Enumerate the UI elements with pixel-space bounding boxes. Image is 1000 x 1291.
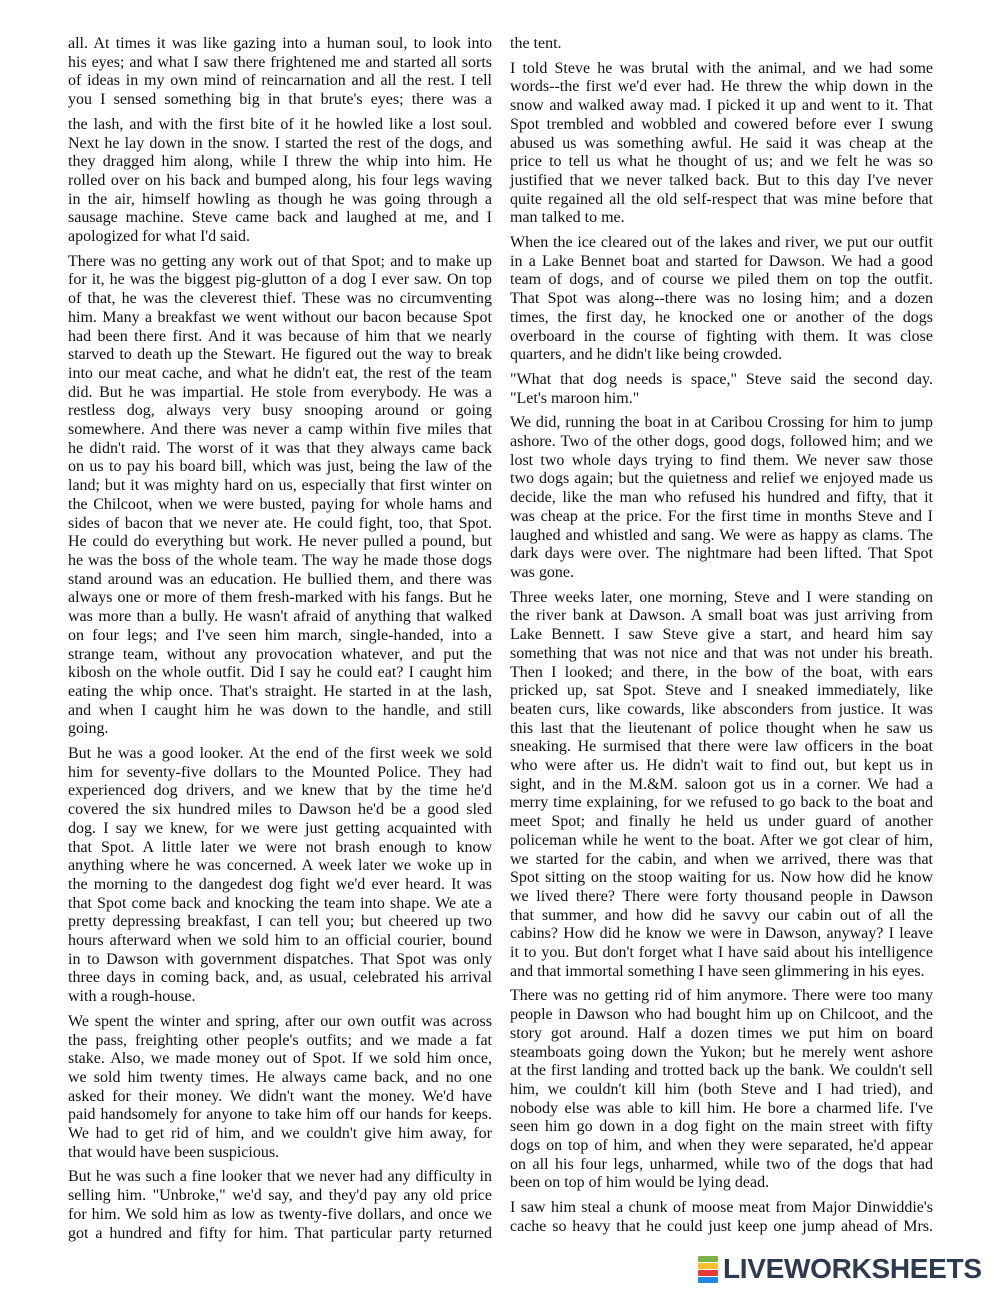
text-line: hours afterward when we sold him to an official courier, bound: [68, 932, 492, 950]
text-line: He could do everything but work. He never pulled a pound, but: [68, 533, 492, 551]
text-line: Spot trembled and wobbled and cowered before ever I swung: [510, 115, 933, 133]
text-line: land; but it was mighty hard on us, especially that first winter on: [68, 477, 492, 495]
paragraph: [510, 1199, 933, 1236]
text-line: and that immortal something I have seen glimmering in his eyes.: [510, 962, 925, 980]
text-line: That Spot was along--there was no losing him; and a dozen: [510, 290, 933, 308]
text-line: restless dog, always very busy snooping around or going: [68, 402, 492, 420]
text-line: I told Steve he was brutal with the animal, and we had some: [510, 59, 933, 77]
text-line: his eyes; and what I saw there frightened me and started all sorts: [68, 53, 492, 71]
text-line: dogs on top of him, and when they were separated, he'd appear: [510, 1137, 933, 1155]
text-line: dark days were over. The nightmare had been lifted. That Spot: [510, 545, 933, 563]
text-line: with a rough-house.: [68, 988, 196, 1006]
text-line: We spent the winter and spring, after our own outfit was across: [68, 1012, 492, 1030]
logo-tile: [698, 1270, 718, 1276]
text-line: we lived there? There were forty thousand people in Dawson: [510, 887, 933, 905]
paragraph: [510, 35, 933, 54]
paragraph: [510, 987, 933, 1193]
text-line: There was no getting rid of him anymore. There were too many: [510, 987, 933, 1005]
text-line: for it, he was the biggest pig-glutton of a dog I ever saw. On top: [68, 271, 492, 289]
text-line: he was the boss of the whole team. The way he made those dogs: [68, 551, 492, 569]
text-line: covered the six hundred miles to Dawson he'd be a good sled: [68, 801, 492, 819]
text-line: justified that we never talked back. But to this day I've never: [510, 171, 933, 189]
text-line: for him. We sold him as low as twenty-five dollars, and once we: [68, 1205, 492, 1223]
text-line: selling him. "Unbroke," we'd say, and they'd pay any old price: [68, 1187, 492, 1205]
logo-tile: [698, 1263, 718, 1269]
paragraph: [68, 745, 492, 1007]
text-line: Three weeks later, one morning, Steve and I were standing on: [510, 588, 933, 606]
text-line: got a hundred and fifty for him. That particular party returned: [68, 1224, 492, 1242]
text-line: you I sensed something big in that brute's eyes; there was a: [68, 91, 492, 109]
text-line: the pass, freighting other people's outfits; and we made a fat: [68, 1031, 492, 1049]
text-line: But he was a good looker. At the end of the first week we sold: [68, 745, 492, 763]
text-line: him. Many a breakfast we went without our bacon because Spot: [68, 308, 492, 326]
text-line: We did, running the boat in at Caribou Crossing for him to jump: [510, 414, 933, 432]
text-line: cabins? How did he know we were in Dawson, anyway? I leave: [510, 925, 933, 943]
text-line: stand around was an education. He bullied them, and there was: [68, 570, 492, 588]
text-line: he didn't raid. The worst of it was that they always came back: [68, 439, 492, 457]
paragraph: [68, 35, 492, 110]
text-line: of that, he was the cleverest thief. These was no circumventing: [68, 290, 492, 308]
text-line: Spot sitting on the stoop waiting for us. Now how did he know: [510, 869, 933, 887]
text-line: sight, and in the M.&M. saloon got us in a corner. We had a: [510, 775, 933, 793]
logo-tile: [698, 1277, 718, 1283]
text-line: him, we couldn't kill him (both Steve and I had tried), and: [510, 1080, 933, 1098]
text-line: of ideas in my own mind of reincarnation and all the rest. I tell: [68, 72, 492, 90]
text-line: price to tell us what he thought of us; and we felt he was so: [510, 153, 933, 171]
text-line: somewhere. And there was never a camp within five miles that: [68, 421, 492, 439]
text-line: beaten curs, like cowards, like absconders from justice. It was: [510, 700, 933, 718]
text-line: snow and walked away mad. I picked it up and went to it. That: [510, 97, 933, 115]
text-line: "What that dog needs is space," Steve said the second day.: [510, 370, 933, 388]
text-line: two dogs again; but the quietness and relief we enjoyed made us: [510, 470, 933, 488]
text-line: been on top of him would be lying dead.: [510, 1174, 770, 1192]
text-line: words--the first we'd ever had. He threw the whip down in the: [510, 78, 933, 96]
text-line: There was no getting any work out of that Spot; and to make up: [68, 252, 492, 270]
text-line: we started for the cabin, and when we arrived, there was that: [510, 850, 933, 868]
text-line: asked for their money. We didn't want the money. We'd have: [68, 1087, 492, 1105]
text-line: story got around. Half a dozen times we put him on board: [510, 1024, 933, 1042]
left-column: [68, 35, 492, 1249]
text-line: was cheap at the price. For the first time in months Steve and I: [510, 507, 933, 525]
text-line: pretty depressing breakfast, I can tell you; but cheered up two: [68, 913, 492, 931]
text-line: sneaking. He surmised that there were law officers in the boat: [510, 738, 933, 756]
paragraph: [68, 1168, 492, 1243]
text-line: paid handsomely for anyone to take him off our hands for keeps.: [68, 1106, 492, 1124]
text-line: that Spot. A little later we were not brash enough to know: [68, 838, 492, 856]
text-line: Lake Bennett. I saw Steve give a start, and heard him say: [510, 626, 933, 644]
text-line: steamboats going down the Yukon; but he merely went ashore: [510, 1043, 933, 1061]
text-line: sausage machine. Steve came back and laughed at me, and I: [68, 209, 492, 227]
text-line: this last that the lieutenant of police thought when he saw us: [510, 719, 933, 737]
text-line: nobody else was able to kill him. He bore a charmed life. I've: [510, 1099, 933, 1117]
text-line: policeman while he went to the boat. After we got clear of him,: [510, 831, 933, 849]
text-line: laughed and whistled and sang. We were as happy as clams. The: [510, 526, 933, 544]
text-line: on all his four legs, unharmed, while two of the dogs that had: [510, 1155, 933, 1173]
text-line: man talked to me.: [510, 209, 625, 227]
text-line: overboard in the course of fighting with them. It was close: [510, 327, 933, 345]
text-line: three days in coming back, and, as usual, celebrated his arrival: [68, 969, 492, 987]
text-line: people in Dawson who had bought him up on Chilcoot, and the: [510, 1006, 933, 1024]
text-line: team of dogs, and of course we piled them on top the outfit.: [510, 271, 933, 289]
liveworksheets-logo: [698, 1254, 982, 1284]
text-line: in to Dawson with government dispatches. That Spot was only: [68, 950, 492, 968]
text-line: eating the whip once. That's straight. He started in at the lash,: [68, 682, 492, 700]
text-line: decide, like the man who refused his hundred and fifty, that it: [510, 489, 933, 507]
text-line: seen him go down in a dog fight on the main street with fifty: [510, 1118, 933, 1136]
logo-wordmark: LIVEWORKSHEETS: [723, 1253, 982, 1284]
text-line: at the first landing and trotted back up the bank. We couldn't sell: [510, 1062, 933, 1080]
text-line: ashore. Two of the other dogs, good dogs, followed him; and we: [510, 433, 933, 451]
text-line: the lash, and with the first bite of it he howled like a lost soul.: [68, 115, 492, 133]
text-line: was more than a bully. He wasn't afraid of anything that walked: [68, 608, 492, 626]
text-line: dog. I say we knew, for we were just getting acquainted with: [68, 819, 492, 837]
text-line: Next he lay down in the snow. I started the rest of the dogs, and: [68, 134, 492, 152]
text-line: abused us was something awful. He said it was cheap at the: [510, 134, 933, 152]
text-line: "Let's maroon him.": [510, 389, 640, 407]
text-line: and when I caught him he was down to the handle, and still: [68, 701, 492, 719]
text-line: was gone.: [510, 563, 574, 581]
text-line: we sold him twenty times. He always came back, and no one: [68, 1068, 492, 1086]
text-line: stake. Also, we made money out of Spot. If we sold him once,: [68, 1050, 492, 1068]
text-line: anything where he was concerned. A week later we woke up in: [68, 857, 492, 875]
text-line: that summer, and how did he savvy our cabin out of all the: [510, 906, 933, 924]
text-line: something that was not nice and that was not under his breath.: [510, 644, 933, 662]
text-line: I saw him steal a chunk of moose meat from Major Dinwiddie's: [510, 1199, 933, 1217]
text-line: going.: [68, 720, 109, 738]
text-line: on us to pay his board bill, which was just, being the law of the: [68, 458, 492, 476]
text-line: quarters, and he didn't like being crowded.: [510, 346, 783, 364]
text-line: him for seventy-five dollars to the Mounted Police. They had: [68, 763, 492, 781]
text-line: lost two whole days trying to find them. We never saw those: [510, 451, 933, 469]
text-line: When the ice cleared out of the lakes and river, we put our outfit: [510, 234, 933, 252]
paragraph: [68, 1013, 492, 1163]
text-line: Then I looked; and there, in the bow of the boat, with ears: [510, 663, 933, 681]
paragraph: [68, 116, 492, 247]
text-line: pricked up, sat Spot. Steve and I sneaked immediately, like: [510, 682, 933, 700]
text-line: did. But he was impartial. He stole from everybody. He was a: [68, 383, 492, 401]
paragraph: [510, 371, 933, 408]
text-line: We had to get rid of him, and we couldn't give him away, for: [68, 1125, 492, 1143]
text-line: the river bank at Dawson. A small boat was just arriving from: [510, 607, 933, 625]
text-line: on four legs; and I've seen him march, single-handed, into a: [68, 626, 492, 644]
text-line: strange team, without any provocation whatever, and put the: [68, 645, 492, 663]
text-line: times, the first day, he knocked one or another of the dogs: [510, 308, 933, 326]
paragraph: [510, 414, 933, 582]
text-line: that would have been suspicious.: [68, 1143, 280, 1161]
text-line: apologized for what I'd said.: [68, 228, 250, 246]
text-line: all. At times it was like gazing into a human soul, to look into: [68, 35, 492, 52]
text-line: rolled over on his back and bumped along, his four legs waving: [68, 171, 492, 189]
text-line: merry time explaining, for we refused to go back to the boat and: [510, 794, 933, 812]
text-line: But he was such a fine looker that we never had any difficulty in: [68, 1168, 492, 1186]
text-line: the tent.: [510, 35, 562, 52]
text-line: they dragged him along, while I threw the whip into him. He: [68, 153, 492, 171]
right-column: [510, 35, 933, 1243]
paragraph: [510, 589, 933, 982]
text-line: meet Spot; and finally he held us under guard of another: [510, 813, 933, 831]
logo-tile: [698, 1256, 718, 1262]
text-line: starved to death up the Stewart. He figured out the way to break: [68, 346, 492, 364]
text-line: it to you. But don't forget what I have said about his intelligence: [510, 944, 933, 962]
text-line: had been there first. And it was because of him that we nearly: [68, 327, 492, 345]
text-line: in the air, himself howling as though he was going through a: [68, 190, 492, 208]
text-line: the Chilcoot, when we were busted, paying for whole hams and: [68, 495, 492, 513]
paragraph: [510, 234, 933, 365]
text-line: who were after us. He didn't wait to find out, but kept us in: [510, 757, 933, 775]
text-line: into our meat cache, and what he didn't eat, the rest of the team: [68, 364, 492, 382]
text-line: quite regained all the old self-respect that was mine before that: [510, 190, 933, 208]
text-line: kibosh on the whole outfit. Did I say he could eat? I caught him: [68, 664, 492, 682]
paragraph: [68, 253, 492, 739]
text-line: that Spot come back and knocking the team into shape. We ate a: [68, 894, 492, 912]
text-line: always one or more of them fresh-marked with his fangs. But he: [68, 589, 492, 607]
text-line: the morning to the dangedest dog fight we'd ever heard. It was: [68, 875, 492, 893]
liveworksheets-icon: [698, 1256, 718, 1283]
text-line: sides of bacon that we never ate. He could fight, too, that Spot.: [68, 514, 492, 532]
text-line: in a Lake Bennet boat and started for Dawson. We had a good: [510, 252, 933, 270]
text-line: cache so heavy that he could just keep one jump ahead of Mrs.: [510, 1217, 933, 1235]
paragraph: [510, 60, 933, 228]
text-line: experienced dog drivers, and we knew that by the time he'd: [68, 782, 492, 800]
